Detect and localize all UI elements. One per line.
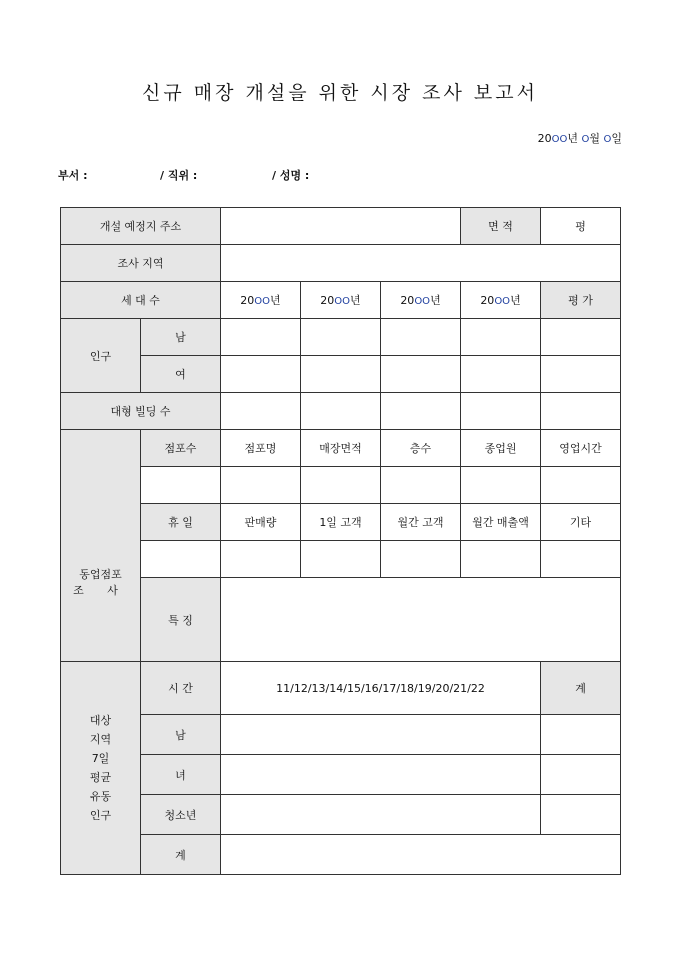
input-cell[interactable] — [141, 467, 221, 504]
evaluation-label: 평 가 — [541, 282, 621, 319]
date-year-placeholder: OO — [551, 134, 568, 145]
store-name-label: 점포명 — [221, 430, 301, 467]
population-label: 인구 — [61, 319, 141, 393]
traffic-label-line: 대상 — [89, 714, 112, 727]
input-cell[interactable] — [301, 356, 381, 393]
input-cell[interactable] — [221, 541, 301, 578]
floors-label: 층수 — [381, 430, 461, 467]
competitor-label-line1: 동업점포 — [79, 567, 122, 581]
input-cell[interactable] — [461, 319, 541, 356]
year-prefix: 20 — [480, 294, 495, 307]
features-label: 특 징 — [141, 578, 221, 662]
date-year-prefix: 20 — [537, 132, 552, 145]
year-placeholder: OO — [254, 296, 271, 307]
input-cell[interactable] — [381, 319, 461, 356]
population-male-row — [61, 319, 621, 356]
input-cell[interactable] — [221, 356, 301, 393]
traffic-total-label: 계 — [141, 835, 221, 875]
input-cell[interactable] — [301, 319, 381, 356]
competitor-input-row-1 — [61, 467, 621, 504]
date-day-unit: 일 — [611, 132, 622, 145]
input-cell[interactable] — [141, 541, 221, 578]
input-cell[interactable] — [541, 356, 621, 393]
households-label: 세 대 수 — [61, 282, 221, 319]
input-cell[interactable] — [381, 467, 461, 504]
year-prefix: 20 — [400, 294, 415, 307]
input-cell[interactable] — [221, 319, 301, 356]
year-suffix: 년 — [510, 294, 521, 307]
date-month-unit: 월 — [589, 132, 604, 145]
traffic-total-row — [61, 835, 621, 875]
competitor-input-row-2 — [61, 541, 621, 578]
population-male-label: 남 — [141, 319, 221, 356]
population-female-row — [61, 356, 621, 393]
input-cell[interactable] — [221, 715, 541, 755]
competitor-header-row-2 — [61, 504, 621, 541]
date-day-placeholder: O — [603, 134, 612, 145]
date-month-placeholder: O — [581, 134, 590, 145]
population-female-label: 여 — [141, 356, 221, 393]
monthly-customers-label: 월간 고객 — [381, 504, 461, 541]
time-label: 시 간 — [141, 662, 221, 715]
year-header-3 — [381, 282, 461, 319]
report-date — [538, 130, 622, 146]
competitor-header-row-1 — [61, 430, 621, 467]
year-suffix: 년 — [430, 294, 441, 307]
total-label: 계 — [541, 662, 621, 715]
address-value-cell[interactable] — [221, 208, 461, 245]
author-info — [58, 167, 658, 183]
input-cell[interactable] — [221, 467, 301, 504]
document-title: 신규 매장 개설을 위한 시장 조사 보고서 — [142, 82, 538, 104]
traffic-label-line: 7일 — [91, 752, 110, 765]
holiday-label: 휴 일 — [141, 504, 221, 541]
survey-form-table — [60, 207, 621, 875]
name-label: / 성명 : — [272, 169, 310, 182]
traffic-time-row — [61, 662, 621, 715]
area-label: 면 적 — [461, 208, 541, 245]
address-label: 개설 예정지 주소 — [61, 208, 221, 245]
input-cell[interactable] — [221, 755, 541, 795]
year-header-4 — [461, 282, 541, 319]
traffic-label-line: 유동 — [89, 790, 112, 803]
building-count-label: 대형 빌딩 수 — [61, 393, 221, 430]
input-cell[interactable] — [381, 393, 461, 430]
traffic-youth-label: 청소년 — [141, 795, 221, 835]
input-cell[interactable] — [541, 541, 621, 578]
input-cell[interactable] — [221, 795, 541, 835]
store-count-label: 점포수 — [141, 430, 221, 467]
traffic-male-row — [61, 715, 621, 755]
input-cell[interactable] — [381, 541, 461, 578]
input-cell[interactable] — [301, 467, 381, 504]
input-cell[interactable] — [461, 393, 541, 430]
input-cell[interactable] — [461, 541, 541, 578]
input-cell[interactable] — [381, 356, 461, 393]
input-cell[interactable] — [301, 393, 381, 430]
traffic-label-line: 평균 — [89, 771, 112, 784]
competitor-survey-label — [61, 430, 141, 662]
survey-region-label: 조사 지역 — [61, 245, 221, 282]
features-row — [61, 578, 621, 662]
year-suffix: 년 — [270, 294, 281, 307]
area-unit[interactable]: 평 — [541, 208, 621, 245]
input-cell[interactable] — [541, 715, 621, 755]
hours-list: 11/12/13/14/15/16/17/18/19/20/21/22 — [221, 662, 541, 715]
traffic-label — [61, 662, 141, 875]
year-placeholder: OO — [494, 296, 511, 307]
year-placeholder: OO — [414, 296, 431, 307]
year-prefix: 20 — [320, 294, 335, 307]
input-cell[interactable] — [461, 356, 541, 393]
address-row — [61, 208, 621, 245]
employees-label: 종업원 — [461, 430, 541, 467]
input-cell[interactable] — [541, 467, 621, 504]
dept-label: 부서 : — [58, 169, 88, 182]
input-cell[interactable] — [301, 541, 381, 578]
input-cell[interactable] — [221, 835, 621, 875]
features-value-cell[interactable] — [221, 578, 621, 662]
year-header-1 — [221, 282, 301, 319]
survey-region-value-cell[interactable] — [221, 245, 621, 282]
year-placeholder: OO — [334, 296, 351, 307]
input-cell[interactable] — [541, 319, 621, 356]
traffic-label-line: 인구 — [89, 809, 112, 822]
competitor-label-line2: 조 사 — [73, 583, 128, 597]
building-count-row — [61, 393, 621, 430]
input-cell[interactable] — [541, 393, 621, 430]
traffic-female-row — [61, 755, 621, 795]
date-year-unit: 년 — [567, 132, 582, 145]
other-label: 기타 — [541, 504, 621, 541]
traffic-female-label: 녀 — [141, 755, 221, 795]
sales-volume-label: 판매량 — [221, 504, 301, 541]
input-cell[interactable] — [541, 795, 621, 835]
year-prefix: 20 — [240, 294, 255, 307]
input-cell[interactable] — [221, 393, 301, 430]
year-suffix: 년 — [350, 294, 361, 307]
survey-region-row — [61, 245, 621, 282]
traffic-male-label: 남 — [141, 715, 221, 755]
daily-customers-label: 1일 고객 — [301, 504, 381, 541]
input-cell[interactable] — [541, 755, 621, 795]
input-cell[interactable] — [461, 467, 541, 504]
position-label: / 직위 : — [160, 169, 198, 182]
year-header-2 — [301, 282, 381, 319]
traffic-label-line: 지역 — [89, 733, 112, 746]
business-hours-label: 영업시간 — [541, 430, 621, 467]
households-row — [61, 282, 621, 319]
floor-area-label: 매장면적 — [301, 430, 381, 467]
monthly-sales-label: 월간 매출액 — [461, 504, 541, 541]
traffic-youth-row — [61, 795, 621, 835]
